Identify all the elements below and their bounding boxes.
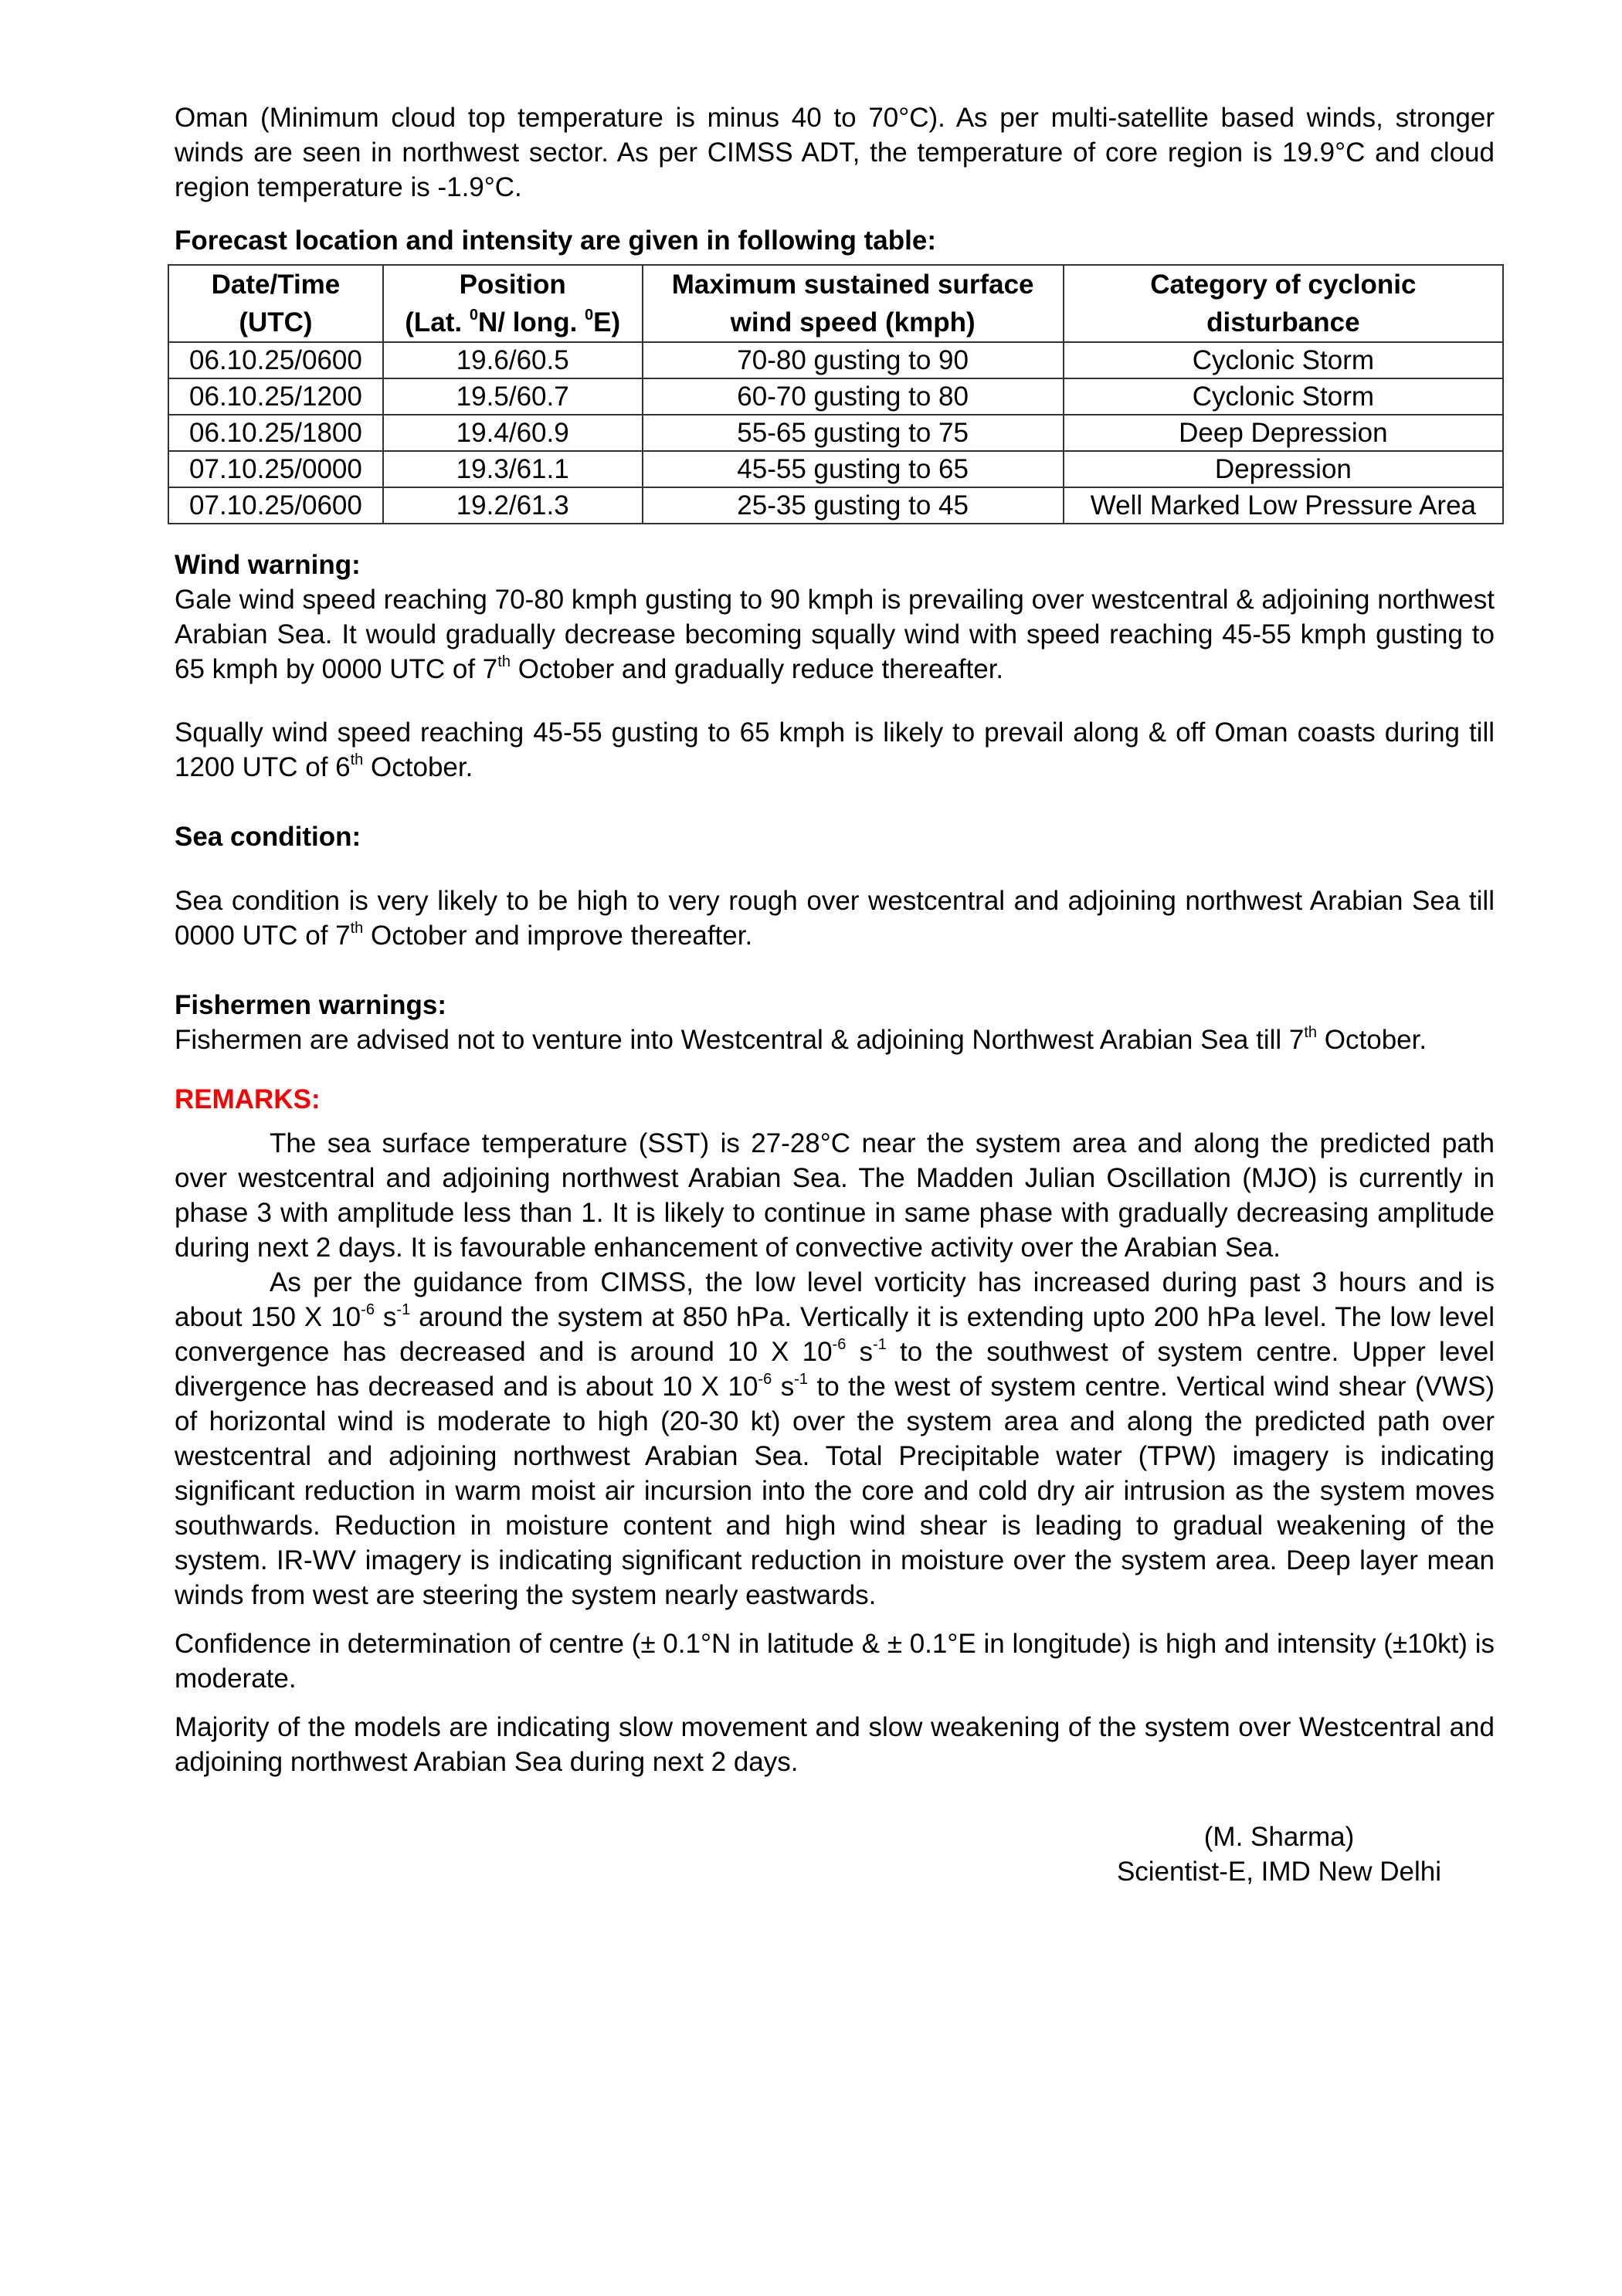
table-header-row xyxy=(168,265,1503,342)
cell-category: Cyclonic Storm xyxy=(1064,378,1503,415)
cell-datetime: 07.10.25/0600 xyxy=(168,487,383,524)
fishermen-warnings-heading: Fishermen warnings: xyxy=(175,990,447,1020)
cell-position: 19.4/60.9 xyxy=(383,415,643,451)
cell-datetime: 06.10.25/1200 xyxy=(168,378,383,415)
remarks-paragraph-models: Majority of the models are indicating slow movement and slow weakening of the system over Westcentral and adjoining northwest Arabian Sea during next 2 days. xyxy=(175,1712,1495,1777)
cell-category: Deep Depression xyxy=(1064,415,1503,451)
cell-position: 19.2/61.3 xyxy=(383,487,643,524)
remarks-heading: REMARKS: xyxy=(175,1084,321,1114)
col-header-wind-speed: Maximum sustained surface wind speed (kmph) xyxy=(643,265,1064,342)
cell-wind: 70-80 gusting to 90 xyxy=(643,342,1064,378)
intro-paragraph: Oman (Minimum cloud top temperature is minus 40 to 70°C). As per multi-satellite based winds, stronger winds are seen in northwest sector. As per CIMSS ADT, the temperature of core region is 19.9°C and cloud region temperature is -1.9°C. xyxy=(175,103,1495,202)
sea-condition-paragraph: Sea condition is very likely to be high to very rough over westcentral and adjoining northwest Arabian Sea till 0000 UTC of 7th October and improve thereafter. xyxy=(175,886,1495,951)
table-row xyxy=(168,378,1503,415)
remarks-paragraph-confidence: Confidence in determination of centre (± 0.1°N in latitude & ± 0.1°E in longitude) is high and intensity (±10kt) is moderate. xyxy=(175,1629,1495,1694)
remarks-paragraph-sst-mjo: The sea surface temperature (SST) is 27-28°C near the system area and along the predicted path over westcentral and adjoining northwest Arabian Sea. The Madden Julian Oscillation (MJO) is currently in phase 3 with amplitude less than 1. It is likely to continue in same phase with gradually decreasing amplitude during next 2 days. It is favourable enhancement of convective activity over the Arabian Sea. xyxy=(175,1128,1495,1263)
cell-position: 19.5/60.7 xyxy=(383,378,643,415)
forecast-heading: Forecast location and intensity are given in following table: xyxy=(175,226,936,256)
signature-title: Scientist-E, IMD New Delhi xyxy=(1116,1857,1442,1887)
bulletin-page xyxy=(175,100,1495,1889)
cell-datetime: 07.10.25/0000 xyxy=(168,451,383,487)
cell-datetime: 06.10.25/1800 xyxy=(168,415,383,451)
wind-warning-paragraph-1: Gale wind speed reaching 70-80 kmph gusting to 90 kmph is prevailing over westcentral & adjoining northwest Arabian Sea. It would gradually decrease becoming squally wind with speed reaching 45-55 kmph gusting to 65 kmph by 0000 UTC of 7th October and gradually reduce thereafter. xyxy=(175,585,1495,684)
wind-warning-paragraph-2: Squally wind speed reaching 45-55 gusting to 65 kmph is likely to prevail along & off Oman coasts during till 1200 UTC of 6th October. xyxy=(175,717,1495,782)
forecast-table xyxy=(168,264,1504,524)
cell-category: Well Marked Low Pressure Area xyxy=(1064,487,1503,524)
table-row xyxy=(168,342,1503,378)
cell-position: 19.3/61.1 xyxy=(383,451,643,487)
cell-wind: 55-65 gusting to 75 xyxy=(643,415,1064,451)
signature-block xyxy=(175,1820,1495,1889)
cell-category: Cyclonic Storm xyxy=(1064,342,1503,378)
fishermen-warnings-paragraph: Fishermen are advised not to venture into Westcentral & adjoining Northwest Arabian Sea till 7th October. xyxy=(175,1024,1427,1055)
table-row xyxy=(168,451,1503,487)
signature-name: (M. Sharma) xyxy=(1203,1822,1355,1852)
cell-wind: 60-70 gusting to 80 xyxy=(643,378,1064,415)
col-header-datetime: Date/Time (UTC) xyxy=(168,265,383,342)
col-header-category: Category of cyclonic disturbance xyxy=(1064,265,1503,342)
sea-condition-heading: Sea condition: xyxy=(175,822,361,852)
cell-category: Depression xyxy=(1064,451,1503,487)
cell-datetime: 06.10.25/0600 xyxy=(168,342,383,378)
cell-wind: 25-35 gusting to 45 xyxy=(643,487,1064,524)
cell-wind: 45-55 gusting to 65 xyxy=(643,451,1064,487)
remarks-paragraph-cimss: As per the guidance from CIMSS, the low level vorticity has increased during past 3 hours and is about 150 X $10^{-6}$ $s^{-1}$ around the system at 850 hPa. Vertically it is extending upto 200 hPa level. The low level convergence has decreased and is around 10 X $10^{-6}$ $s^{-1}$ to the southwest of system centre. Upper level divergence has decreased and is about 10 X $10^{-6}$ $s^{-1}$ to the west of system centre. Vertical wind shear (VWS) of horizontal wind is moderate to high (20-30 kt) over the system area and along the predicted path over westcentral and adjoining northwest Arabian Sea. Total Precipitable water (TPW) imagery is indicating significant reduction in warm moist air incursion into the core and cold dry air intrusion as the system moves southwards. Reduction in moisture content and high wind shear is leading to gradual weakening of the system. IR-WV imagery is indicating significant reduction in moisture over the system area. Deep layer mean winds from west are steering the system nearly eastwards. xyxy=(175,1267,1495,1610)
table-row xyxy=(168,415,1503,451)
col-header-position: Position (Lat. $^0$N/ long. $^0$E) xyxy=(383,265,643,342)
table-row xyxy=(168,487,1503,524)
cell-position: 19.6/60.5 xyxy=(383,342,643,378)
wind-warning-heading: Wind warning: xyxy=(175,550,361,580)
